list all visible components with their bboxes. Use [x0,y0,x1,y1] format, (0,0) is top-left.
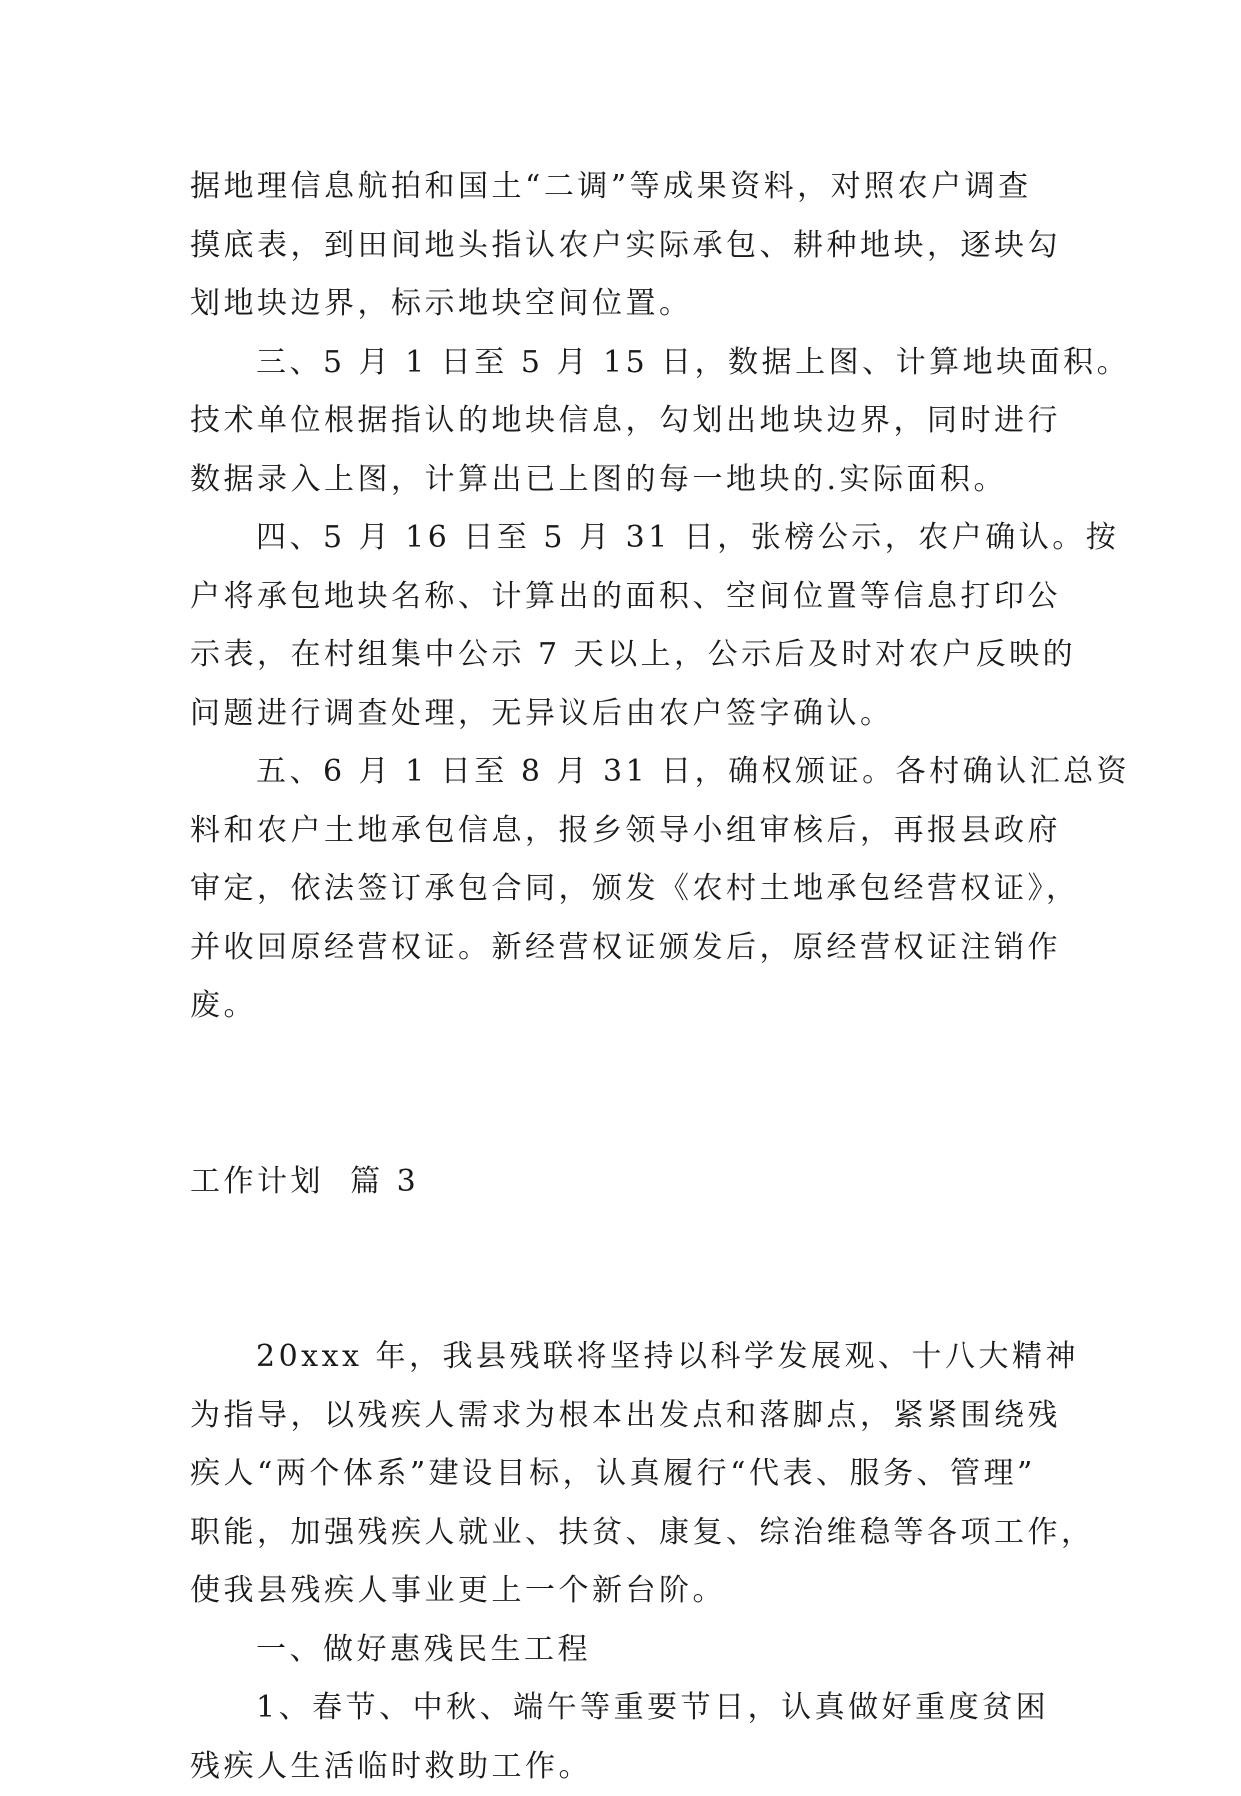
text-line: 一、做好惠残民生工程 [190,1621,1050,1680]
text-line: 疾人“两个体系”建设目标，认真履行“代表、服务、管理” [190,1445,1050,1504]
heading-text: 工作计划 篇 3 [190,1153,1050,1212]
paragraph-4 [190,743,1050,1036]
text-line: 1、春节、中秋、端午等重要节日，认真做好重度贫困 [190,1679,1050,1738]
text-line: 废。 [190,977,1050,1036]
text-line: 料和农户土地承包信息，报乡领导小组审核后，再报县政府 [190,802,1050,861]
paragraph-1 [190,158,1050,334]
text-line: 三、5 月 1 日至 5 月 15 日，数据上图、计算地块面积。 [190,334,1050,393]
text-line: 并收回原经营权证。新经营权证颁发后，原经营权证注销作 [190,919,1050,978]
text-line: 20xxx 年，我县残联将坚持以科学发展观、十八大精神 [190,1328,1050,1387]
paragraph-7 [190,1679,1050,1796]
text-line: 据地理信息航拍和国土“二调”等成果资料，对照农户调查 [190,158,1050,217]
paragraph-3 [190,509,1050,743]
text-line: 划地块边界，标示地块空间位置。 [190,275,1050,334]
text-line: 技术单位根据指认的地块信息，勾划出地块边界，同时进行 [190,392,1050,451]
text-line: 数据录入上图，计算出已上图的每一地块的.实际面积。 [190,451,1050,510]
paragraph-5 [190,1328,1050,1621]
text-line: 职能，加强残疾人就业、扶贫、康复、综治维稳等各项工作， [190,1504,1050,1563]
text-line: 残疾人生活临时救助工作。 [190,1738,1050,1796]
text-line: 使我县残疾人事业更上一个新台阶。 [190,1562,1050,1621]
section-heading [190,1036,1050,1329]
document-body [190,158,1050,1796]
text-line: 摸底表，到田间地头指认农户实际承包、耕种地块，逐块勾 [190,217,1050,276]
paragraph-2 [190,334,1050,510]
text-line: 问题进行调查处理，无异议后由农户签字确认。 [190,685,1050,744]
text-line: 五、6 月 1 日至 8 月 31 日，确权颁证。各村确认汇总资 [190,743,1050,802]
text-line: 四、5 月 16 日至 5 月 31 日，张榜公示，农户确认。按 [190,509,1050,568]
text-line: 示表，在村组集中公示 7 天以上，公示后及时对农户反映的 [190,626,1050,685]
text-line: 为指导，以残疾人需求为根本出发点和落脚点，紧紧围绕残 [190,1387,1050,1446]
paragraph-6 [190,1621,1050,1680]
text-line: 审定，依法签订承包合同，颁发《农村土地承包经营权证》， [190,860,1050,919]
text-line: 户将承包地块名称、计算出的面积、空间位置等信息打印公 [190,568,1050,627]
